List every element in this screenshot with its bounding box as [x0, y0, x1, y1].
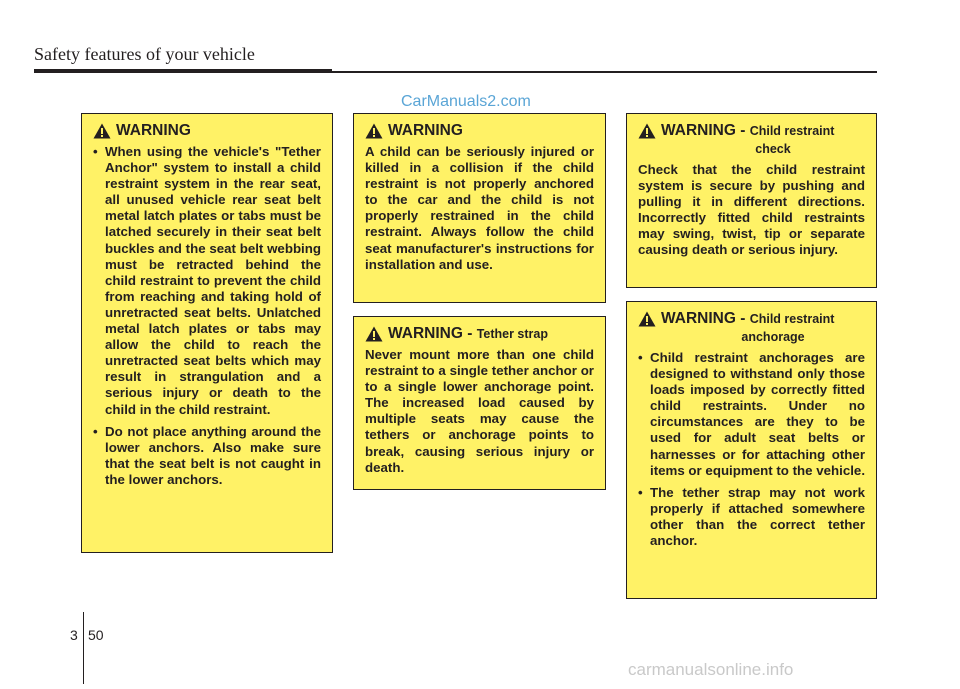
warning-triangle-icon: [638, 123, 656, 139]
warning-heading: [365, 325, 594, 343]
warning-title-main: WARNING -: [388, 325, 477, 342]
warning-subtitle-line2: anchorage: [741, 330, 805, 344]
warning-triangle-icon: [365, 123, 383, 139]
warning-subtitle: Child restraint: [749, 312, 835, 326]
warning-bullet: • Do not place anything around the lower anchors. Also make sure that the seat belt is not caught in the lower anchors.: [93, 424, 321, 488]
warning-bullet: • The tether strap may not work properly if attached somewhere other than the correct tether anchor.: [638, 485, 865, 549]
warning-box-tether-anchor-system: [81, 113, 333, 553]
warning-title: [661, 122, 865, 158]
warning-subtitle: Tether strap: [476, 327, 549, 341]
warning-heading: [93, 122, 321, 140]
warning-heading: [638, 122, 865, 158]
warning-triangle-icon: [93, 123, 111, 139]
header-rule-thick: [34, 69, 332, 73]
warning-body: Check that the child restraint system is secure by pushing and pulling it in different directions. Incorrectly fitted child restraints may swing, twist, tip or separate causing death or serious injury.: [638, 162, 865, 258]
warning-bullet: • Child restraint anchorages are designed to withstand only those loads imposed by correctly fitted child restraints. Under no circumstances are they to be used for adult seat belts or harnesses or for attaching other items or equipment to the vehicle.: [638, 350, 865, 479]
warning-box-child-restraint-anchorage: [626, 301, 877, 599]
page-header-title: Safety features of your vehicle: [34, 44, 255, 64]
warning-title-main: WARNING -: [661, 122, 750, 139]
warning-box-tether-strap: [353, 316, 606, 490]
warning-bullet: • When using the vehicle's "Tether Anchor" system to install a child restraint system in the rear seat, all unused vehicle rear seat belt metal latch plates or tabs must be latched securely in their seat belt buckles and the seat belt webbing must be retracted behind the child restraint to prevent the child from reaching and taking hold of unretracted seat belts. Unlatched metal latch plates or tabs may allow the child to reach the unretracted seat belts which may result in strangulation and a serious injury or death to the child in the child restraint.: [93, 144, 321, 418]
warning-box-child-restraint: [353, 113, 606, 303]
chapter-number: 3: [70, 627, 78, 643]
header-rule-thin: [332, 71, 877, 73]
warning-body: [93, 144, 321, 488]
watermark-bottom: carmanualsonline.info: [628, 660, 794, 679]
warning-heading: [638, 310, 865, 346]
warning-body: [638, 350, 865, 549]
warning-triangle-icon: [365, 326, 383, 342]
watermark-top: CarManuals2.com: [401, 93, 531, 110]
warning-box-child-restraint-check: [626, 113, 877, 288]
warning-title: WARNING: [388, 122, 463, 139]
warning-body: Never mount more than one child restraint to a single tether anchor or to a single lower anchorage point. The increased load caused by multiple seats may cause the tethers or anchorage points to break, causing serious injury or death.: [365, 347, 594, 475]
warning-title-main: WARNING -: [661, 310, 750, 327]
warning-title: [661, 310, 865, 346]
warning-subtitle: Child restraint: [749, 124, 835, 138]
warning-title: [388, 325, 594, 343]
warning-triangle-icon: [638, 311, 656, 327]
warning-subtitle-line2: check: [755, 142, 791, 156]
page-number-divider: [83, 612, 84, 684]
warning-body: A child can be seriously injured or killed in a collision if the child restraint is not properly anchored to the car and the child is not properly restrained in the child restraint. Always follow the child seat manufacturer's instructions for installation and use.: [365, 144, 594, 272]
warning-heading: [365, 122, 594, 140]
page-number: 50: [88, 627, 104, 643]
warning-title: WARNING: [116, 122, 191, 139]
